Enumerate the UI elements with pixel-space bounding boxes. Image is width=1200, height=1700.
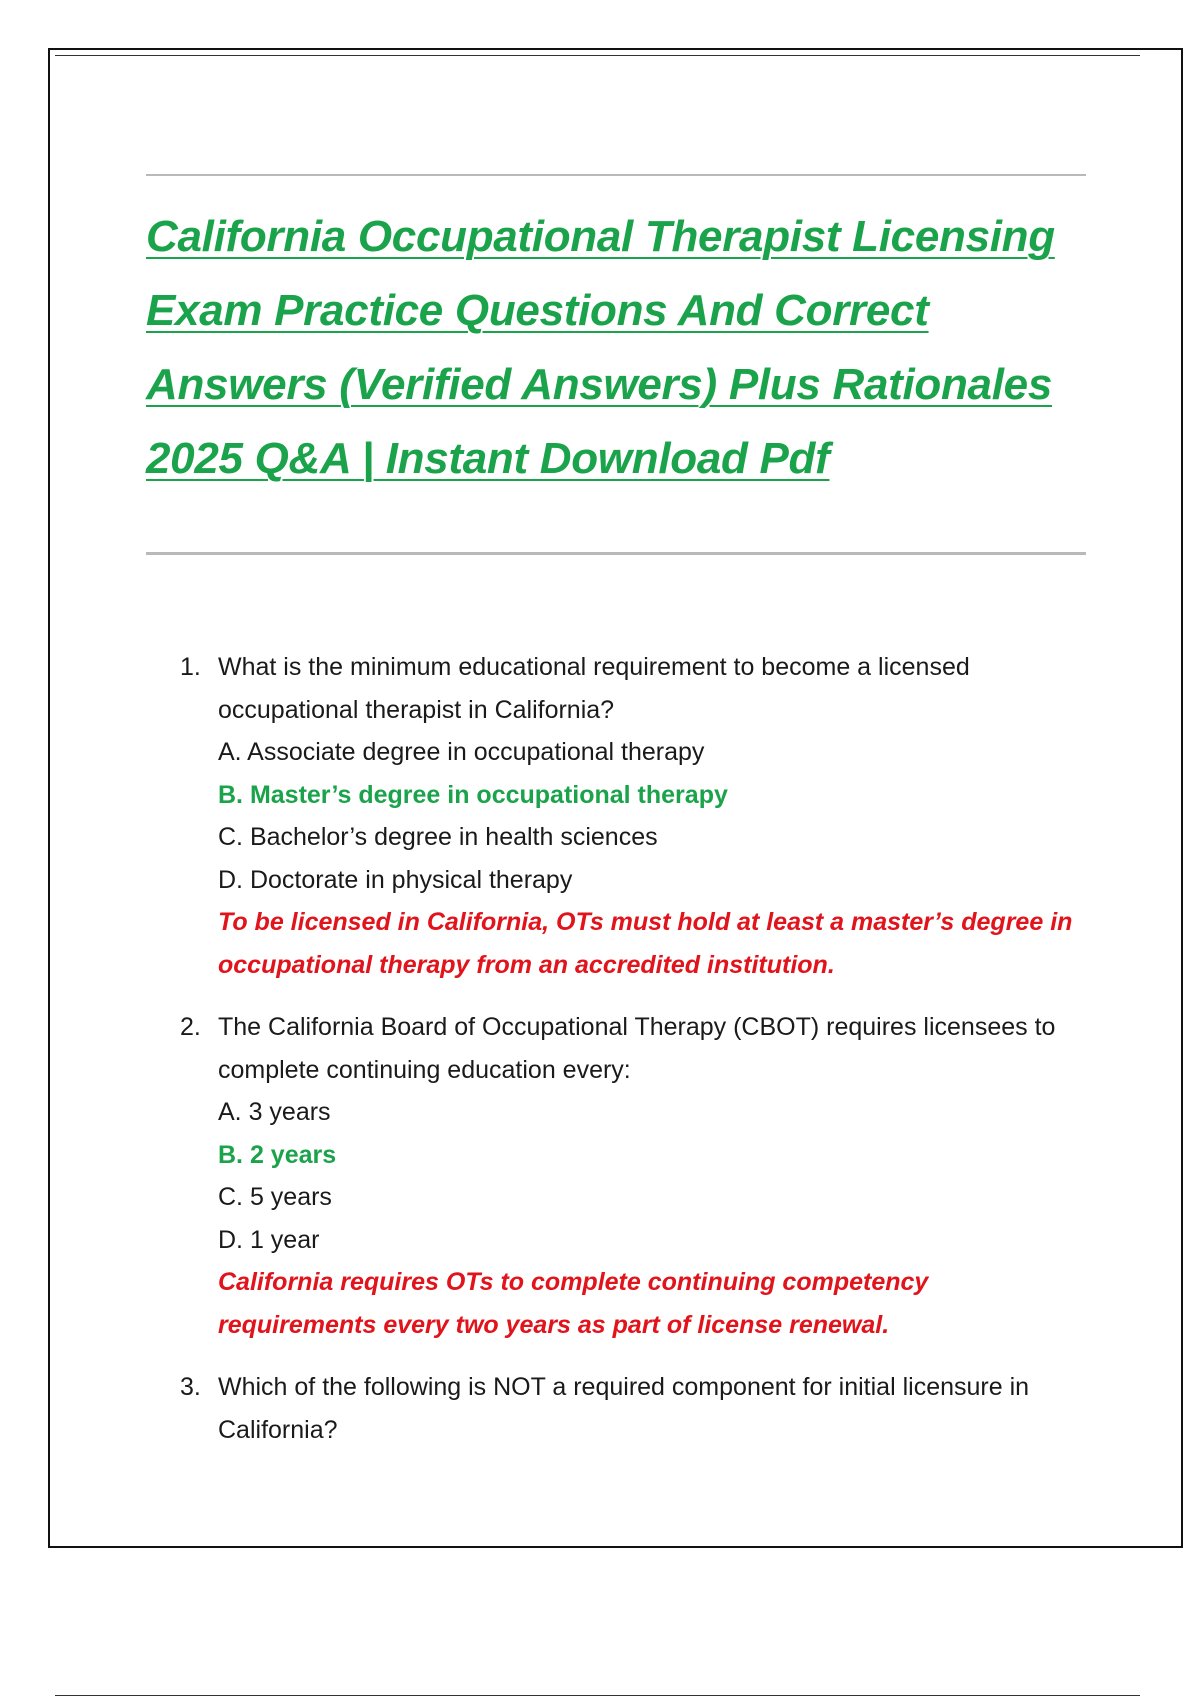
option-c: C. 5 years — [218, 1183, 332, 1211]
frame-top-divider — [55, 55, 1140, 56]
option-d: D. Doctorate in physical therapy — [218, 865, 573, 894]
question-text: What is the minimum educational requirement to become a licensed occupational therapist in California? — [218, 653, 970, 724]
question-number: 1. — [180, 653, 201, 681]
option-c: C. Bachelor’s degree in health sciences — [218, 823, 658, 851]
question-1 — [180, 646, 1090, 986]
option-b-correct: B. Master’s degree in occupational therapy — [218, 780, 728, 809]
question-text: Which of the following is NOT a required component for initial licensure in California? — [218, 1373, 1030, 1444]
option-a: A. Associate degree in occupational therapy — [218, 738, 705, 766]
footer-rule — [55, 1695, 1140, 1696]
option-b-correct: B. 2 years — [218, 1140, 337, 1169]
rationale: California requires OTs to complete continuing competency requirements every two years as part of license renewal. — [218, 1268, 929, 1339]
option-d: D. 1 year — [218, 1225, 320, 1254]
question-text: The California Board of Occupational Therapy (CBOT) requires licensees to complete continuing education every: — [218, 1013, 1056, 1084]
question-3 — [180, 1366, 1090, 1451]
question-list — [180, 646, 1090, 1471]
title-top-rule — [146, 174, 1086, 176]
title-bottom-rule — [146, 552, 1086, 555]
option-a: A. 3 years — [218, 1098, 331, 1126]
question-2 — [180, 1006, 1090, 1346]
rationale: To be licensed in California, OTs must hold at least a master’s degree in occupational therapy from an accredited institution. — [218, 908, 1073, 979]
question-number: 2. — [180, 1013, 201, 1041]
document-title: California Occupational Therapist Licensing Exam Practice Questions And Correct Answers (Verified Answers) Plus Rationales 2025 Q&A | Instant Download Pdf — [146, 212, 1055, 483]
question-number: 3. — [180, 1373, 201, 1401]
